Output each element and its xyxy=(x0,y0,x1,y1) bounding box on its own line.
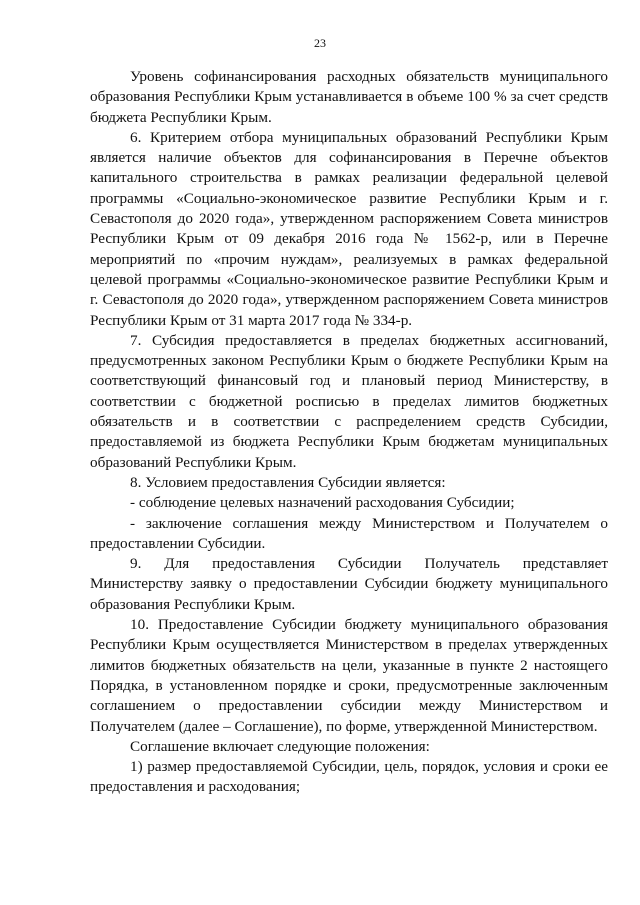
paragraph-cofinancing-level: Уровень софинансирования расходных обязательств муниципального образования Республики Крым устанавливается в объеме 100 % за счет средств бюджета Республики Крым. xyxy=(90,68,608,126)
paragraph-9-application: 9. Для предоставления Субсидии Получатель представляет Министерству заявку о предоставлении Субсидии бюджету муниципального образования Республики Крым. xyxy=(90,555,608,613)
document-body xyxy=(90,67,608,798)
paragraph-7-subsidy-provision: 7. Субсидия предоставляется в пределах бюджетных ассигнований, предусмотренных законом Республики Крым о бюджете Республики Крым на соответствующий финансовый год и плановый период Министерству, в соответствии с бюджетной росписью в пределах лимитов бюджетных обязательств и в соответствии с распределением средств Субсидии, предоставляемой из бюджета Республики Крым бюджетам муниципальных образований Республики Крым. xyxy=(90,331,608,471)
list-item-condition-2: - заключение соглашения между Министерством и Получателем о предоставлении Субсидии. xyxy=(90,514,608,552)
list-item-condition-1: - соблюдение целевых назначений расходования Субсидии; xyxy=(130,494,515,512)
paragraph-8-condition: 8. Условием предоставления Субсидии является: xyxy=(130,473,446,491)
list-item-agreement-1: 1) размер предоставляемой Субсидии, цель, порядок, условия и сроки ее предоставления и расходования; xyxy=(90,758,608,796)
paragraph-6-selection-criterion: 6. Критерием отбора муниципальных образований Республики Крым является наличие объектов для софинансирования в Перечне объектов капитального строительства в рамках реализации федеральной целевой программы «Социально-экономическое развитие Республики Крым и г. Севастополя до 2020 года», утвержденном распоряжением Совета министров Республики Крым от 09 декабря 2016 года № 1562-р, или в Перечне мероприятий по «прочим нуждам», реализуемых в рамках федеральной целевой программы «Социально-экономическое развитие Республики Крым и г. Севастополя до 2020 года», утвержденном распоряжением Совета министров Республики Крым от 31 марта 2017 года № 334-р. xyxy=(90,128,608,329)
paragraph-agreement-intro: Соглашение включает следующие положения: xyxy=(130,737,430,755)
page-number: 23 xyxy=(314,36,326,50)
paragraph-10-provision-procedure: 10. Предоставление Субсидии бюджету муниципального образования Республики Крым осуществляется Министерством в пределах утвержденных лимитов бюджетных обязательств на цели, указанные в пункте 2 настоящего Порядка, в установленном порядке и сроки, предусмотренные заключенным соглашением о предоставлении субсидии между Министерством и Получателем (далее – Соглашение), по форме, утвержденной Министерством. xyxy=(90,616,608,735)
